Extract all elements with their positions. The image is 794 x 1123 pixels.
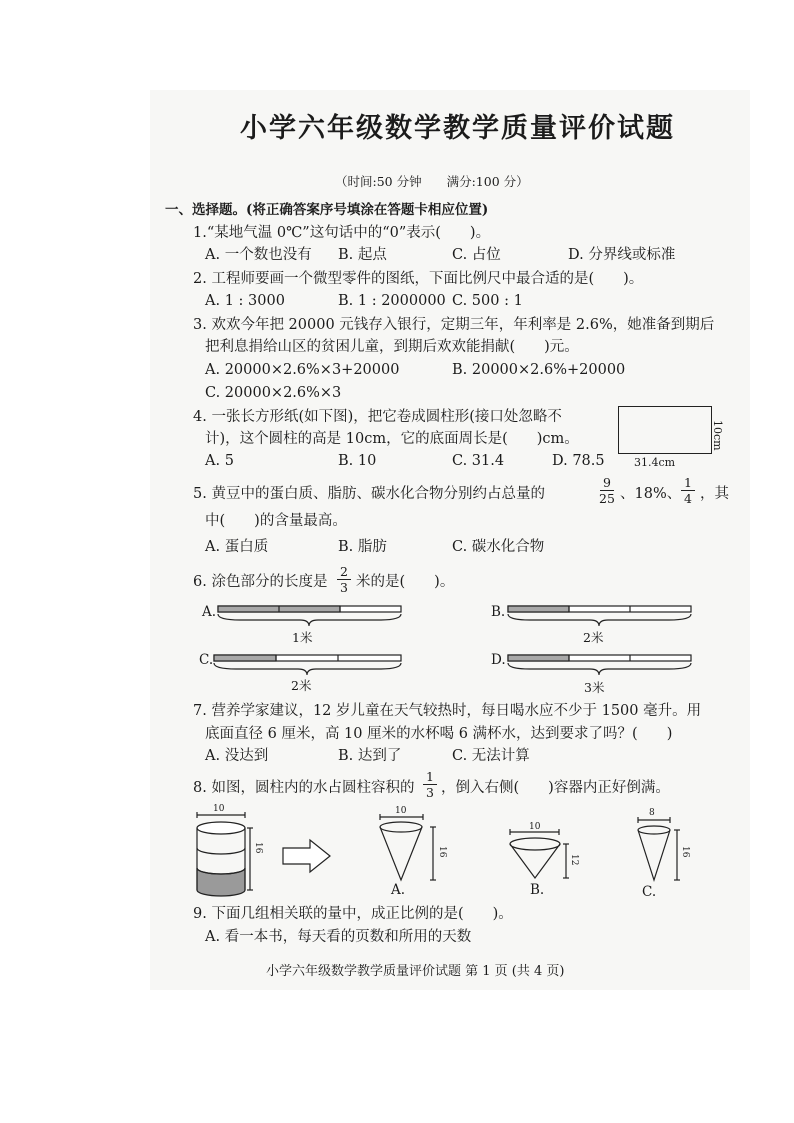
q6-option-a-label: A. [202,604,217,620]
q3-option-c: C. 20000×2.6%×3 [205,385,342,401]
q2-option-c: C. 500 : 1 [452,293,523,309]
q8-option-c-label: C. [642,884,657,900]
q8-cone-c-height: 16 [680,846,690,858]
q5-stem-line2: 中( )的含量最高。 [205,513,347,529]
q8-cylinder-figure [197,812,253,896]
q1-option-c: C. 占位 [452,247,501,263]
q6-option-d-label: D. [491,652,506,668]
q6-bar-b [508,606,691,626]
q5-option-c: C. 碳水化合物 [452,539,545,555]
q6-stem-b: 米的是( )。 [356,574,455,590]
q7-option-c: C. 无法计算 [452,748,530,764]
q5-fraction-1-num: 9 [602,475,611,490]
section-heading: 一、选择题。(将正确答案序号填涂在答题卡相应位置) [165,202,489,218]
q5-option-b: B. 脂肪 [338,539,387,555]
q5-option-a: A. 蛋白质 [205,539,269,555]
q3-stem-line1: 3. 欢欢今年把 20000 元钱存入银行，定期三年，年利率是 2.6%，她准备到期后 [193,317,715,333]
page-title: 小学六年级数学教学质量评价试题 [240,113,675,144]
q8-cone-c-figure [638,817,680,880]
q7-stem-line1: 7. 营养学家建议，12 岁儿童在天气较热时，每日喝水应不少于 1500 毫升。用 [193,703,702,719]
q2-option-a: A. 1 : 3000 [205,293,285,309]
q5-fraction-2-den: 4 [684,491,692,506]
q6-bar-c [214,655,401,675]
q8-stem-b: ，倒入右侧( )容器内正好倒满。 [441,780,670,796]
q9-stem: 9. 下面几组相关联的量中，成正比例的是( )。 [193,906,513,922]
q7-stem-line2: 底面直径 6 厘米，高 10 厘米的水杯喝 6 满杯水，达到要求了吗？( ) [205,726,673,742]
q7-option-b: B. 达到了 [338,748,402,764]
q8-cone-b-figure [510,829,569,878]
q6-option-c-label: C. [199,652,214,668]
q6-fraction-num: 2 [340,564,348,579]
q6-bar-a [218,606,401,626]
q8-arrow [283,840,330,872]
q8-cylinder-height: 16 [253,842,263,854]
q1-option-d: D. 分界线或标准 [568,247,676,263]
q1-option-b: B. 起点 [338,247,387,263]
q5-fraction-1-den: 25 [599,491,615,506]
q5-mid-text: 、18%、 [620,486,682,502]
q3-option-a: A. 20000×2.6%×3+20000 [205,362,400,378]
q8-option-b-label: B. [530,882,545,898]
q4-option-c: C. 31.4 [452,453,505,469]
q6-option-b-label: B. [491,604,506,620]
q8-cone-b-height: 12 [569,854,579,866]
q8-cone-a-diameter: 10 [395,806,407,816]
q8-cone-a-height: 16 [437,846,447,858]
q6-option-b-length: 2米 [583,630,604,645]
q7-option-a: A. 没达到 [205,748,269,764]
q3-option-b: B. 20000×2.6%+20000 [452,362,626,378]
q5-fraction-2-num: 1 [684,475,692,490]
q4-option-b: B. 10 [338,453,377,469]
q4-figure-width: 31.4cm [634,456,676,469]
q3-stem-line2: 把利息捐给山区的贫困儿童，到期后欢欢能捐献( )元。 [205,339,579,355]
q2-option-b: B. 1 : 2000000 [338,293,446,309]
q4-option-d: D. 78.5 [552,453,605,469]
q4-option-a: A. 5 [205,453,234,469]
q1-option-a: A. 一个数也没有 [205,247,312,263]
q8-cone-b-diameter: 10 [529,822,541,832]
q1-stem: 1.“某地气温 0℃”这句话中的“0”表示( )。 [193,225,491,241]
q6-option-d-length: 3米 [584,680,605,695]
q6-option-c-length: 2米 [291,678,312,693]
q5-tail-text: ，其 [700,486,729,502]
q8-stem-a: 8. 如图，圆柱内的水占圆柱容积的 [193,780,415,796]
page-footer: 小学六年级数学教学质量评价试题 第 1 页 (共 4 页) [266,964,565,979]
q4-figure-height: 10cm [711,420,724,451]
q2-stem: 2. 工程师要画一个微型零件的图纸，下面比例尺中最合适的是( )。 [193,271,644,287]
q9-option-a: A. 看一本书，每天看的页数和所用的天数 [205,929,472,945]
exam-info: （时间:50 分钟 满分:100 分） [335,174,529,189]
q8-cone-a-figure [380,814,436,880]
q6-bar-d [508,655,691,675]
q8-cylinder-diameter: 10 [213,804,225,814]
q5-stem-line1: 5. 黄豆中的蛋白质、脂肪、碳水化合物分别约占总量的 [193,486,545,502]
q4-stem-line2: 计)，这个圆柱的高是 10cm，它的底面周长是( )cm。 [205,431,579,447]
q8-fraction-den: 3 [426,785,434,800]
q8-cone-c-diameter: 8 [649,808,655,818]
q6-option-a-length: 1米 [292,630,313,645]
q8-fraction-num: 1 [426,769,434,784]
q6-stem-a: 6. 涂色部分的长度是 [193,574,328,590]
q8-option-a-label: A. [391,882,406,898]
q4-stem-line1: 4. 一张长方形纸(如下图)，把它卷成圆柱形(接口处忽略不 [193,409,562,425]
q6-fraction-den: 3 [340,580,348,595]
